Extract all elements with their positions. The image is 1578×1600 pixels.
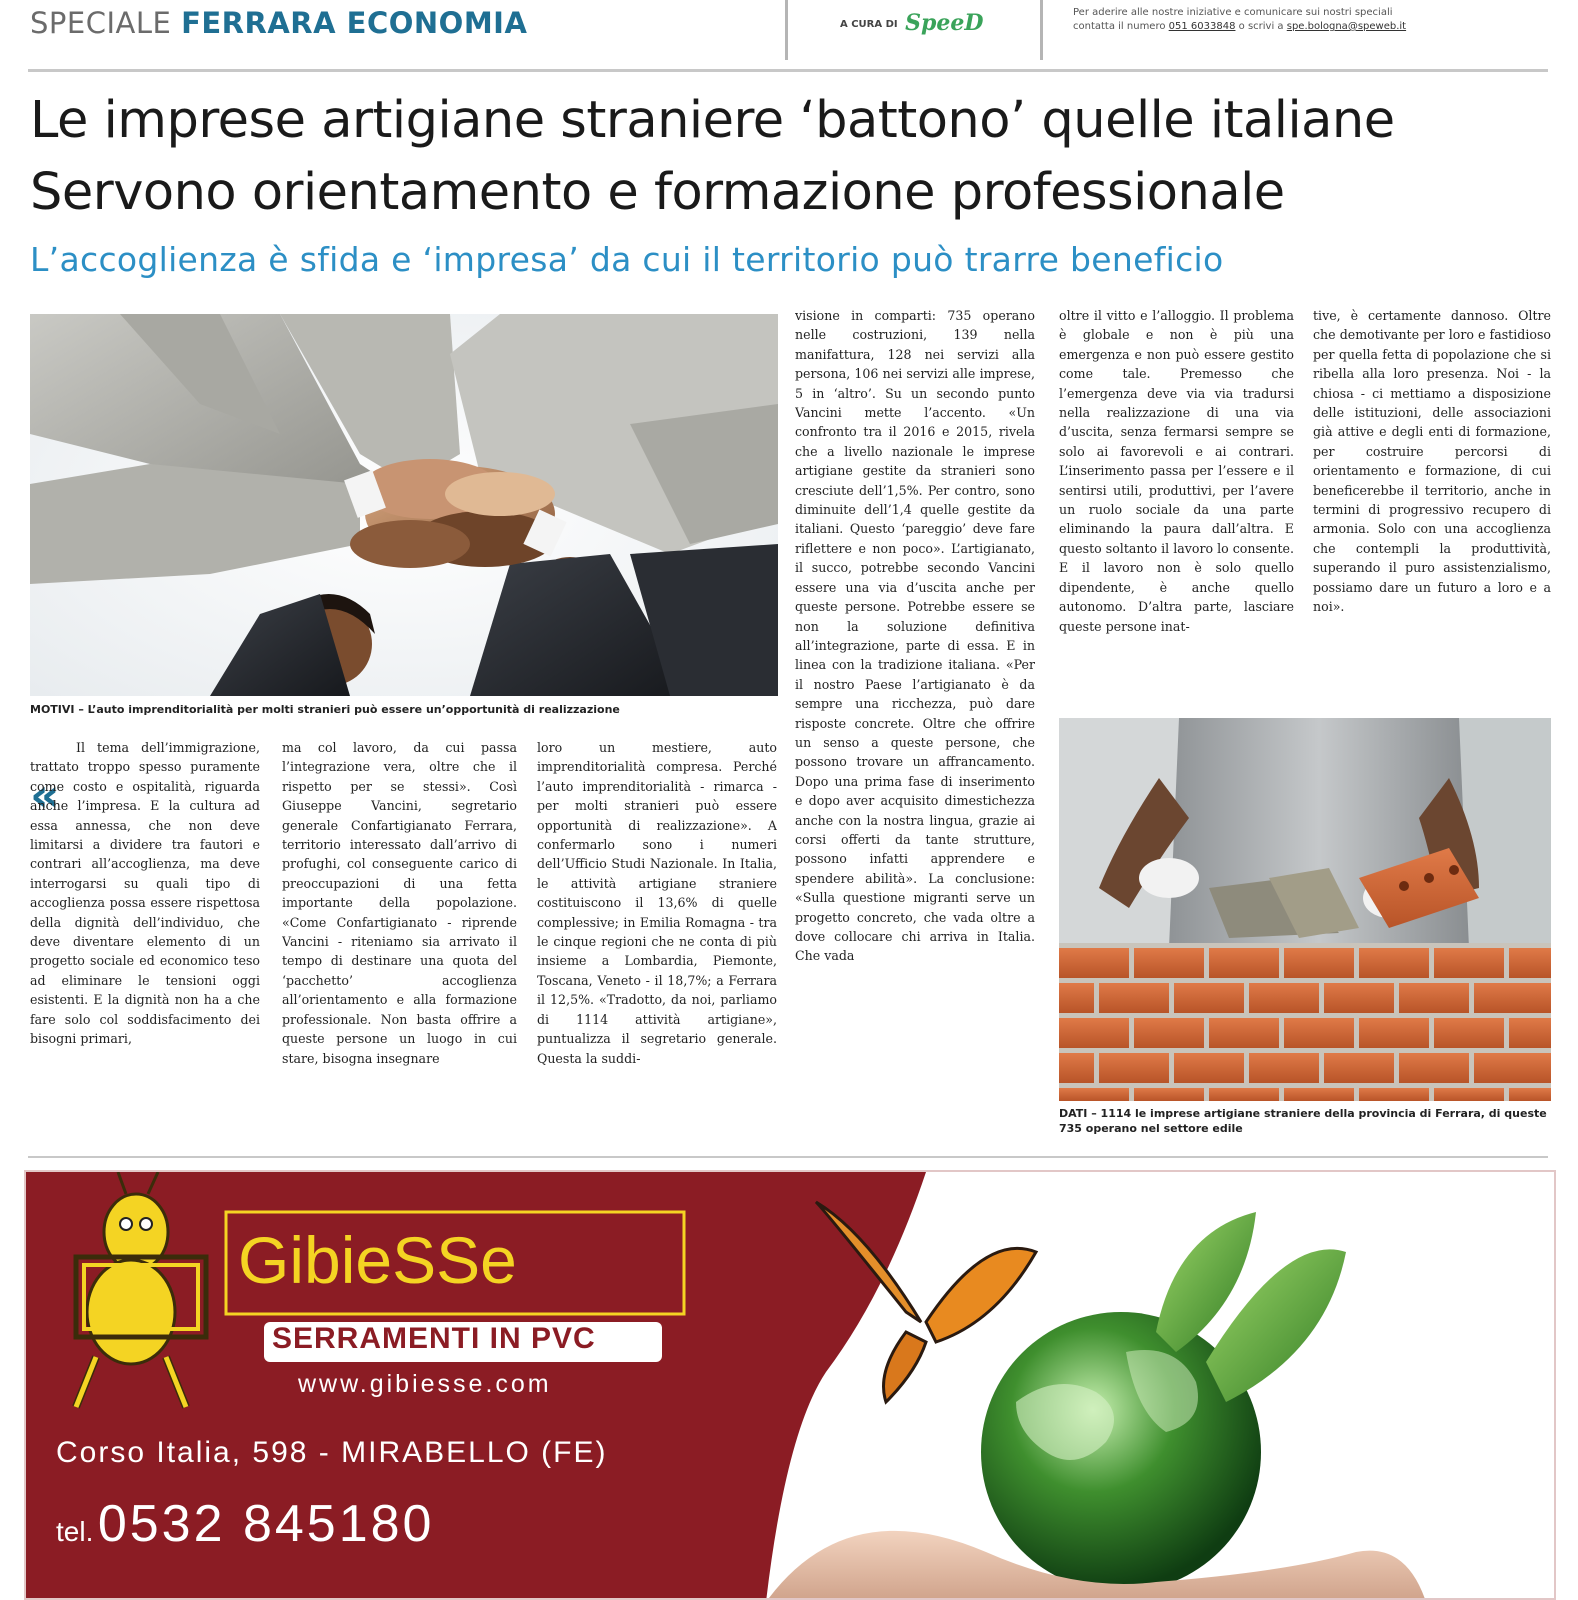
header-divider-right (1040, 0, 1043, 60)
article-column-6 (1313, 306, 1551, 708)
ad-phone[interactable] (56, 1494, 434, 1554)
contact-middle: o scrivi a (1238, 21, 1284, 32)
article-column-3 (537, 738, 777, 1138)
contact-line-1: Per aderire alle nostre iniziative e comunicare sui nostri speciali (1073, 7, 1393, 18)
contact-phone[interactable]: 051 6033848 (1168, 21, 1236, 32)
ad-address: Corso Italia, 598 - MIRABELLO (FE) (56, 1436, 608, 1469)
contact-info (1073, 6, 1513, 34)
section-prefix: SPECIALE (30, 6, 172, 40)
photo1-caption (30, 702, 790, 717)
column-1-text: Il tema dell’immigrazione, trattato troppo spesso puramente come costo e ospitalità, riguarda anche l’impresa. E la cultura ad essa annessa, che non deve limitarsi a dividere tra fautori e contrari all’accoglienza, ma deve interrogarsi su quali tipo di accoglienza possa essere rispettosa della dignità dell’individuo, che deve diventare elemento di un progetto sociale ed economico teso ad eliminare le tensioni oggi esistenti. E la dignità non ha a che fare solo col soddisfacimento dei bisogni primari, (30, 740, 260, 1047)
contact-email[interactable]: spe.bologna@speweb.it (1286, 21, 1407, 32)
ad-brand-name: GibieSSe (238, 1223, 517, 1297)
article-bottom-rule (28, 1156, 1548, 1158)
subheadline: L’accoglienza è sfida e ‘impresa’ da cui il territorio può trarre beneficio (30, 240, 1224, 279)
column-5-text: oltre il vitto e l’alloggio. Il problema è globale e non è più una emergenza e non può essere gestito come tale. Premesso che l’emergenza deve via via tradursi nella realizzazione di una via d’uscita, senza fermarsi sempre se solo ai favorevoli e ai contrari. L’inserimento passa per l’essere e il sentirsi utili, produttivi, per l’avere un ruolo sociale da una parte eliminando la paura dall’altra. E questo soltanto il lavoro lo consente. E il lavoro non è solo quello dipendente, è anche quello autonomo. D’altra parte, lasciare queste persone inat- (1059, 308, 1294, 634)
gibiesse-advertisement[interactable] (24, 1170, 1556, 1600)
photo1-caption-text: – L’auto imprenditorialità per molti stranieri può essere un’opportunità di realizzazione (74, 703, 620, 716)
article-column-4 (795, 306, 1035, 1138)
ad-tagline: SERRAMENTI IN PVC (272, 1322, 596, 1355)
section-name: FERRARA ECONOMIA (181, 6, 528, 40)
contact-line-2 (1073, 20, 1513, 34)
article-column-2 (282, 738, 517, 1138)
photo2-caption-text: – 1114 le imprese artigiane straniere della provincia di Ferrara, di queste 735 operano nel settore edile (1059, 1107, 1547, 1135)
ad-phone-number: 0532 845180 (97, 1495, 435, 1553)
column-6-text: tive, è certamente dannoso. Oltre che demotivante per loro e fastidioso per quella fetta di popolazione che si ribella alla loro presenza. Noi - la chiosa - ci mettiamo a disposizione delle istituzioni, delle associazioni già attive e degli enti di formazione, per costruire percorsi di orientamento e formazione, di cui beneficerebbe il territorio, anche in termini di progressivo recupero di armonia. Solo con una accoglienza che contempli la produttività, superando il puro assistenzialismo, possiamo dare un futuro a loro e a noi». (1313, 308, 1551, 615)
photo-bricklayer (1059, 718, 1551, 1101)
photo2-caption-label: DATI (1059, 1107, 1088, 1120)
ad-phone-label: tel. (56, 1516, 94, 1547)
header-rule (28, 69, 1548, 72)
drop-quote-mark: « (30, 768, 60, 822)
photo-team-hands (30, 314, 778, 696)
column-4-text: visione in comparti: 735 operano nelle costruzioni, 139 nella manifattura, 128 nei servizi alla persona, 106 nei servizi alle imprese, 5 in ‘altro’. Su un secondo punto Vancini mette l’accento. «Un confronto tra il 2016 e 2015, rivela che a livello nazionale le imprese artigiane gestite da stranieri sono cresciute dell’1,5%. Per contro, sono diminuite dell’1,4 quelle gestite da italiani. Questo ‘pareggio’ deve fare riflettere e non poco». L’artigianato, il succo, potrebbe secondo Vancini essere una via d’uscita anche per queste persone. Potrebbe essere se non la soluzione definitiva all’integrazione, parte di essa. E in linea con la tradizione italiana. «Per il nostro Paese l’artigianato è da sempre una ricchezza, può dare risposte concrete. Oltre che offrire un senso a queste persone, che possono trovare un affrancamento. Dopo una prima fase di inserimento e dopo aver acquisito dimestichezza anche con la nostra lingua, grazie ai corsi offerti da tante strutture, possono infatti apprendere e spendere abilità». La conclusione: «Sulla questione migranti serve un progetto concreto, che vada oltre a dove collocare chi arriva in Italia. Che vada (795, 308, 1035, 964)
header-divider-left (785, 0, 788, 60)
section-header (30, 6, 527, 40)
contact-prefix: contatta il numero (1073, 21, 1166, 32)
curated-by (840, 10, 983, 36)
speed-logo: SpeeD (905, 10, 984, 36)
ad-website-link[interactable]: www.gibiesse.com (298, 1370, 552, 1398)
photo1-caption-label: MOTIVI (30, 703, 75, 716)
headline-line-1: Le imprese artigiane straniere ‘battono’ quelle italiane (30, 91, 1395, 150)
column-2-text: ma col lavoro, da cui passa l’integrazione vera, oltre che il rispetto per se stessi». Così Giuseppe Vancini, segretario generale Confartigianato Ferrara, territorio interessato dall’arrivo di profughi, col conseguente carico di preoccupazioni di una fetta importante della popolazione. «Come Confartigianato - riprende Vancini - riteniamo sia arrivato il tempo di destinare una quota del ‘pacchetto’ accoglienza all’orientamento e alla formazione professionale. Non basta offrire a queste persone un luogo in cui stare, bisogna insegnare (282, 740, 517, 1066)
article-column-1 (30, 738, 260, 1138)
curated-label: A CURA DI (840, 19, 898, 30)
article-column-5 (1059, 306, 1294, 708)
column-3-text: loro un mestiere, auto imprenditorialità compresa. Perché l’auto imprenditorialità - rimarca - per molti stranieri può essere opportunità di realizzazione». A confermarlo sono i numeri dell’Ufficio Studi Nazionale. In Italia, le attività artigiane straniere costituiscono il 13,6% di quelle complessive; in Emilia Romagna - tra le cinque regioni che ne conta di più insieme a Lombardia, Piemonte, Toscana, Veneto - il 18,7%; a Ferrara il 12,5%. «Tradotto, da noi, parliamo di 1114 attività artigiane», puntualizza il segretario generale. Questa la suddi- (537, 740, 777, 1066)
headline-line-2: Servono orientamento e formazione professionale (30, 163, 1285, 222)
photo2-caption (1059, 1106, 1549, 1136)
